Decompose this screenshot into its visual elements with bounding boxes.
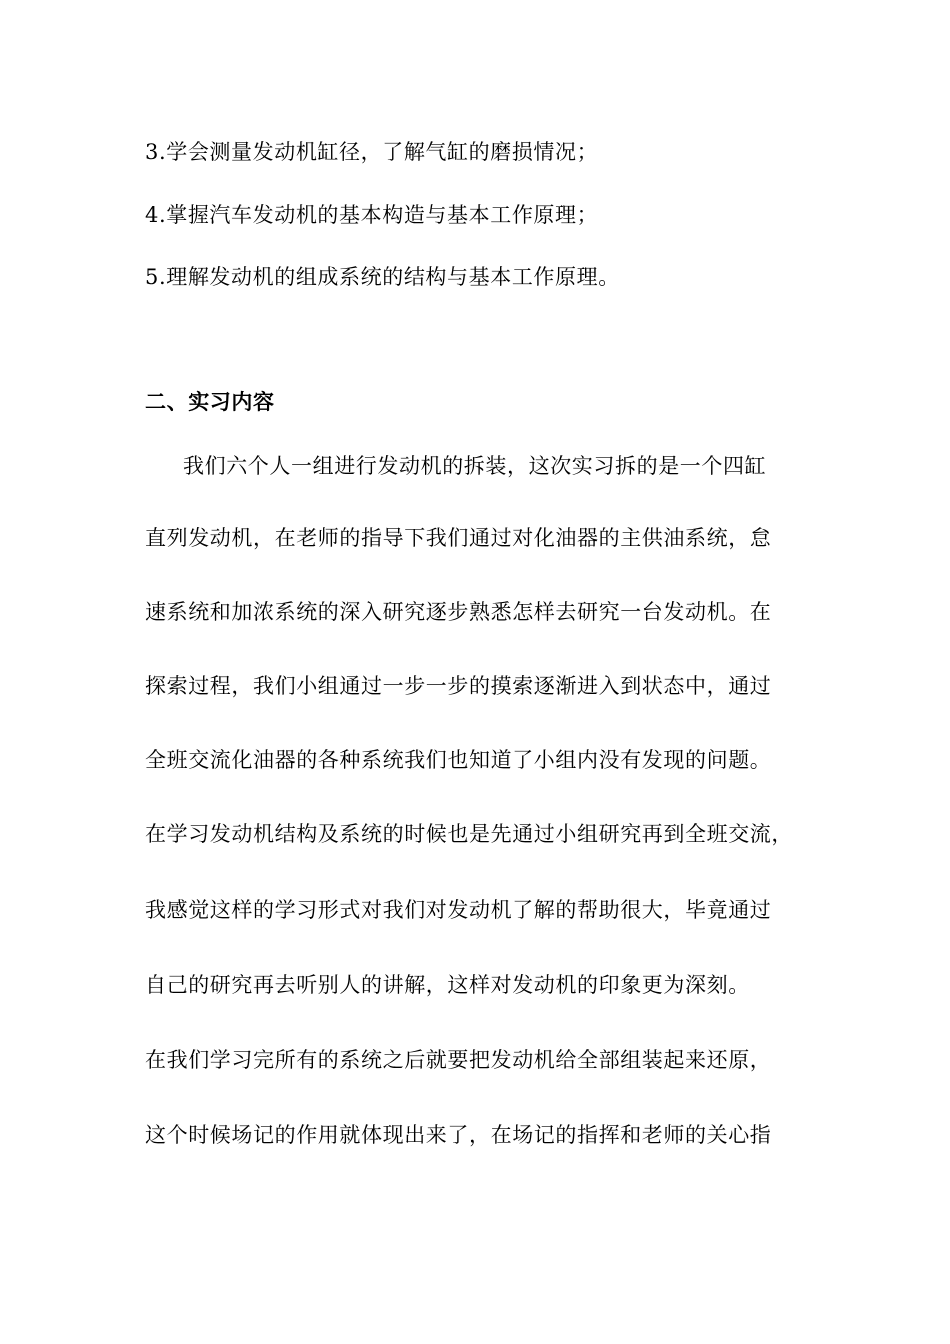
objective-item-3: 3.学会测量发动机缸径，了解气缸的磨损情况； — [145, 140, 599, 164]
section-heading: 二、实习内容 — [145, 390, 275, 414]
body-line: 我感觉这样的学习形式对我们对发动机了解的帮助很大，毕竟通过 — [145, 898, 772, 922]
objective-item-5: 5.理解发动机的组成系统的结构与基本工作原理。 — [145, 265, 620, 289]
objective-item-4: 4.掌握汽车发动机的基本构造与基本工作原理； — [145, 203, 599, 227]
body-line: 在学习发动机结构及系统的时候也是先通过小组研究再到全班交流， — [145, 822, 793, 846]
body-line: 探索过程，我们小组通过一步一步的摸索逐渐进入到状态中，通过 — [145, 674, 772, 698]
body-line: 这个时候场记的作用就体现出来了，在场记的指挥和老师的关心指 — [145, 1123, 772, 1147]
body-line: 自己的研究再去听别人的讲解，这样对发动机的印象更为深刻。 — [145, 973, 750, 997]
body-line: 速系统和加浓系统的深入研究逐步熟悉怎样去研究一台发动机。在 — [145, 600, 772, 624]
body-line: 在我们学习完所有的系统之后就要把发动机给全部组装起来还原， — [145, 1048, 772, 1072]
body-line: 我们六个人一组进行发动机的拆装，这次实习拆的是一个四缸 — [183, 454, 767, 478]
body-line: 直列发动机，在老师的指导下我们通过对化油器的主供油系统，怠 — [145, 526, 772, 550]
body-line: 全班交流化油器的各种系统我们也知道了小组内没有发现的问题。 — [145, 748, 772, 772]
